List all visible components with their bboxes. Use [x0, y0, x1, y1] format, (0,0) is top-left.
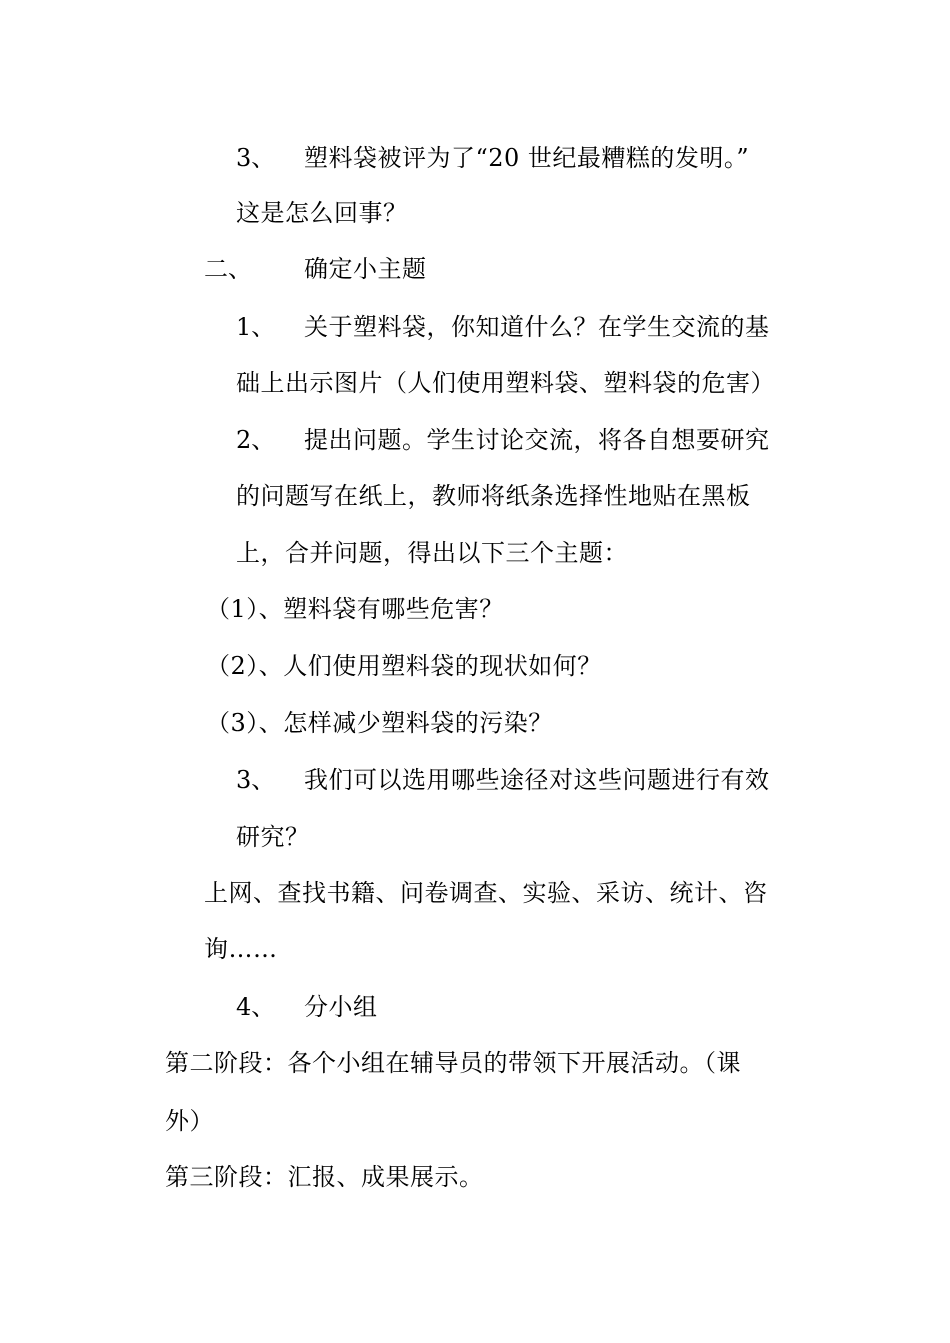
item-3-text: 塑料袋被评为了“20 世纪最糟糕的发明。” — [304, 144, 750, 172]
item-3-number: 3、 — [236, 144, 276, 172]
section-2-number: 二、 — [204, 255, 252, 283]
methods-line-2: 询…… — [204, 935, 278, 963]
topic-1: （1）、塑料袋有哪些危害？ — [206, 595, 504, 623]
item-3b-continuation: 研究？ — [236, 823, 310, 851]
item-2-continuation-2: 上，合并问题，得出以下三个主题： — [236, 539, 628, 567]
methods-line-1: 上网、查找书籍、问卷调查、实验、采访、统计、咨 — [204, 879, 768, 907]
stage-3-line-1: 第三阶段：汇报、成果展示。 — [165, 1163, 484, 1191]
stage-2-line-2: 外） — [165, 1107, 214, 1135]
item-3b-number: 3、 — [236, 766, 276, 794]
item-3b-text: 我们可以选用哪些途径对这些问题进行有效 — [304, 766, 770, 794]
item-1-text: 关于塑料袋，你知道什么？在学生交流的基 — [304, 313, 770, 341]
topic-2: （2）、人们使用塑料袋的现状如何？ — [206, 652, 602, 680]
item-4-text: 分小组 — [304, 993, 378, 1021]
stage-2-line-1: 第二阶段：各个小组在辅导员的带领下开展活动。（课 — [165, 1049, 741, 1077]
item-2-text: 提出问题。学生讨论交流，将各自想要研究 — [304, 426, 770, 454]
topic-3: （3）、怎样减少塑料袋的污染？ — [206, 709, 553, 737]
item-1-number: 1、 — [236, 313, 276, 341]
item-2-continuation-1: 的问题写在纸上，教师将纸条选择性地贴在黑板 — [236, 482, 751, 510]
item-3-continuation: 这是怎么回事？ — [236, 199, 408, 227]
section-2-heading: 确定小主题 — [304, 255, 427, 283]
item-2-number: 2、 — [236, 426, 276, 454]
item-4-number: 4、 — [236, 993, 276, 1021]
item-1-continuation: 础上出示图片（人们使用塑料袋、塑料袋的危害） — [236, 369, 775, 397]
